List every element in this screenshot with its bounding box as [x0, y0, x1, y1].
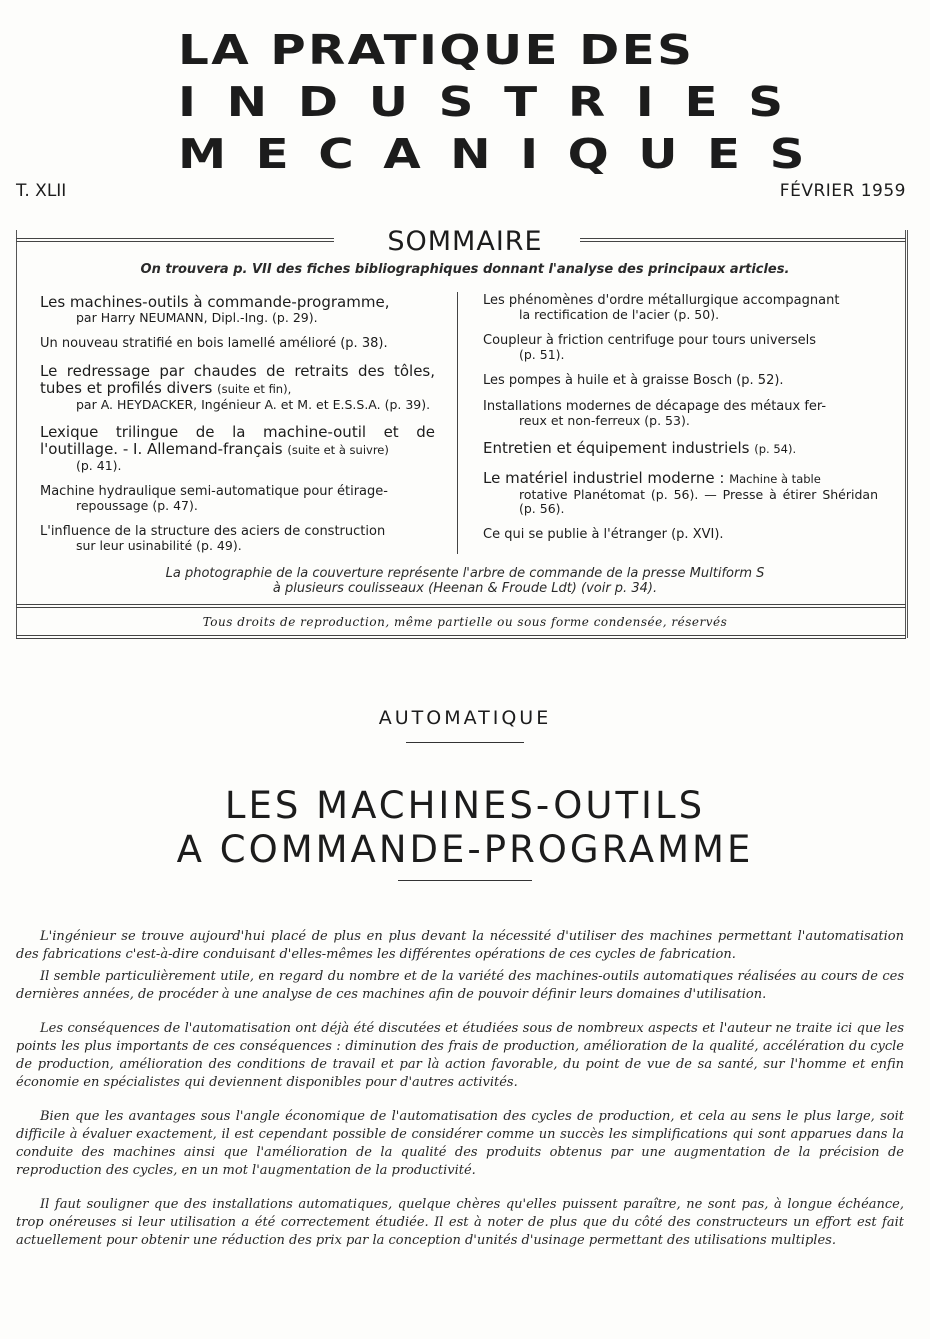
toc-entry-title: Les phénomènes d'ordre métallurgique accompagnant [483, 293, 840, 308]
sommaire-left-column [40, 294, 435, 565]
article-rubric: AUTOMATIQUE [378, 707, 552, 729]
toc-entry[interactable] [483, 374, 878, 388]
article-body [16, 928, 904, 1266]
article-paragraph: Les conséquences de l'automatisation ont déjà été discutées et étudiées sous de nombreux aspects et l'auteur ne traite ici que les points les plus importants de ces conséquences : diminution des frais de production, amélioration de la qualité, accélération du cycle de production, amélioration des conditions de travail et par là action favorable, du point de vue de sa santé, sur l'homme et enfin économie en spécialistes qui deviennent disponibles pour d'autres activités. [16, 1021, 904, 1090]
toc-entry-sub: sur leur usinabilité (p. 49). [76, 538, 242, 553]
toc-entry[interactable] [483, 470, 878, 516]
toc-entry-sub: (p. 51). [519, 347, 565, 362]
sommaire-rule-bottom [16, 604, 906, 608]
toc-entry-sub: par Harry NEUMANN, Dipl.-Ing. (p. 29). [76, 310, 318, 325]
toc-entry[interactable] [40, 485, 435, 513]
column-separator [457, 292, 458, 554]
toc-entry-title: Coupleur à friction centrifuge pour tours universels [483, 333, 817, 348]
toc-entry-sub: reux et non-ferreux (p. 53). [519, 413, 690, 428]
article-paragraph: Il faut souligner que des installations automatiques, quelque chères qu'elles puissent paraître, ne sont pas, à longue échéance, trop onéreuses si leur utilisation a été correctement étudiée. Il est à noter de plus que du côté des constructeurs un effort est fait actuellement pour obtenir une réduction des prix par la conception d'unités d'usinage permettant des utilisations multiples. [16, 1197, 904, 1248]
article-paragraph: L'ingénieur se trouve aujourd'hui placé de plus en plus devant la nécessité d'utiliser des machines permettant l'automatisation des fabrications c'est-à-dire conduisant d'elles-mêmes les différentes opérations de ces cycles de fabrication. [16, 929, 904, 962]
rubric-rule [406, 742, 524, 743]
toc-entry-title: Un nouveau stratifié en bois lamellé amélioré (p. 38). [40, 336, 388, 351]
toc-entry-sub: par A. HEYDACKER, Ingénieur A. et M. et E.S.S.A. (p. 39). [76, 397, 431, 412]
article-title [0, 784, 930, 872]
toc-entry-title: Ce qui se publie à l'étranger (p. XVI). [483, 527, 724, 542]
sommaire-title: SOMMAIRE [387, 226, 543, 257]
toc-entry-sub: la rectification de l'acier (p. 50). [519, 307, 720, 322]
toc-entry-sub: repoussage (p. 47). [76, 498, 198, 513]
toc-entry-note: Machine à table [729, 472, 821, 486]
toc-entry[interactable] [40, 363, 435, 412]
toc-entry[interactable] [483, 334, 878, 362]
toc-entry[interactable] [40, 424, 435, 473]
article-title-line-2: A COMMANDE-PROGRAMME [176, 828, 754, 871]
toc-entry-title: Installations modernes de décapage des métaux fer- [483, 399, 827, 414]
sommaire-intro: On trouvera p. VII des fiches bibliographiques donnant l'analyse des principaux articles. [140, 262, 790, 277]
masthead-line-2: INDUSTRIES [178, 78, 814, 126]
issue-tome: T. XLII [16, 181, 67, 201]
masthead-line-1: LA PRATIQUE DES [178, 26, 695, 74]
toc-entry-title: Les pompes à huile et à graisse Bosch (p. 52). [483, 373, 784, 388]
toc-entry-title: Entretien et équipement industriels [483, 439, 750, 457]
toc-entry-title: Machine hydraulique semi-automatique pour étirage- [40, 484, 388, 499]
toc-entry[interactable] [483, 294, 878, 322]
rights-rule [16, 635, 906, 639]
issue-date: FÉVRIER 1959 [779, 181, 906, 201]
toc-entry[interactable] [483, 440, 878, 458]
title-rule [398, 880, 532, 881]
toc-entry-sub: (p. 41). [76, 458, 122, 473]
masthead [178, 24, 839, 180]
article-paragraph: Bien que les avantages sous l'angle économique de l'automatisation des cycles de production, et cela au sens le plus large, soit difficile à évaluer exactement, il est cependant possible de considérer comme un succès les simplifications qui sont apparues dans la conduite des machines ainsi que l'amélioration de la qualité des produits obtenus par une augmentation de la précision de reproduction des cycles, en un mot l'augmentation de la productivité. [16, 1109, 904, 1178]
cover-caption [0, 566, 930, 596]
toc-entry-note: (suite et fin), [217, 382, 292, 396]
toc-entry[interactable] [40, 294, 435, 325]
toc-entry[interactable] [40, 525, 435, 553]
toc-entry-note: (suite et à suivre) [287, 443, 389, 457]
toc-entry-title: L'influence de la structure des aciers de construction [40, 524, 386, 539]
toc-entry-note: (p. 54). [754, 442, 797, 456]
toc-entry[interactable] [40, 337, 435, 351]
rights-notice: Tous droits de reproduction, même partielle ou sous forme condensée, réservés [202, 615, 728, 629]
toc-entry[interactable] [483, 528, 878, 542]
masthead-line-3: MECANIQUES [178, 130, 834, 178]
toc-entry-title: Le matériel industriel moderne : [483, 469, 725, 487]
toc-entry-title: Les machines-outils à commande-programme, [40, 293, 390, 311]
article-title-line-1: LES MACHINES-OUTILS [224, 784, 706, 827]
article-paragraph: Il semble particulièrement utile, en regard du nombre et de la variété des machines-outils automatiques réalisées au cours de ces dernières années, de procéder à une analyse de ces machines afin de pouvoir définir leurs domaines d'utilisation. [16, 969, 904, 1002]
toc-entry-sub: rotative Planétomat (p. 56). — Presse à étirer Shéridan (p. 56). [519, 487, 878, 516]
cover-caption-line-2: à plusieurs coulisseaux (Heenan & Froude Ldt) (voir p. 34). [272, 581, 658, 596]
sommaire-right-column [483, 294, 878, 554]
toc-entry[interactable] [483, 400, 878, 428]
toc-entry-title: Le redressage par chaudes de retraits des tôles, tubes et profilés divers [40, 362, 435, 397]
toc-entry-title: Lexique trilingue de la machine-outil et de l'outillage. - I. Allemand-français [40, 423, 435, 458]
cover-caption-line-1: La photographie de la couverture représente l'arbre de commande de la presse Multiform S [165, 566, 765, 581]
